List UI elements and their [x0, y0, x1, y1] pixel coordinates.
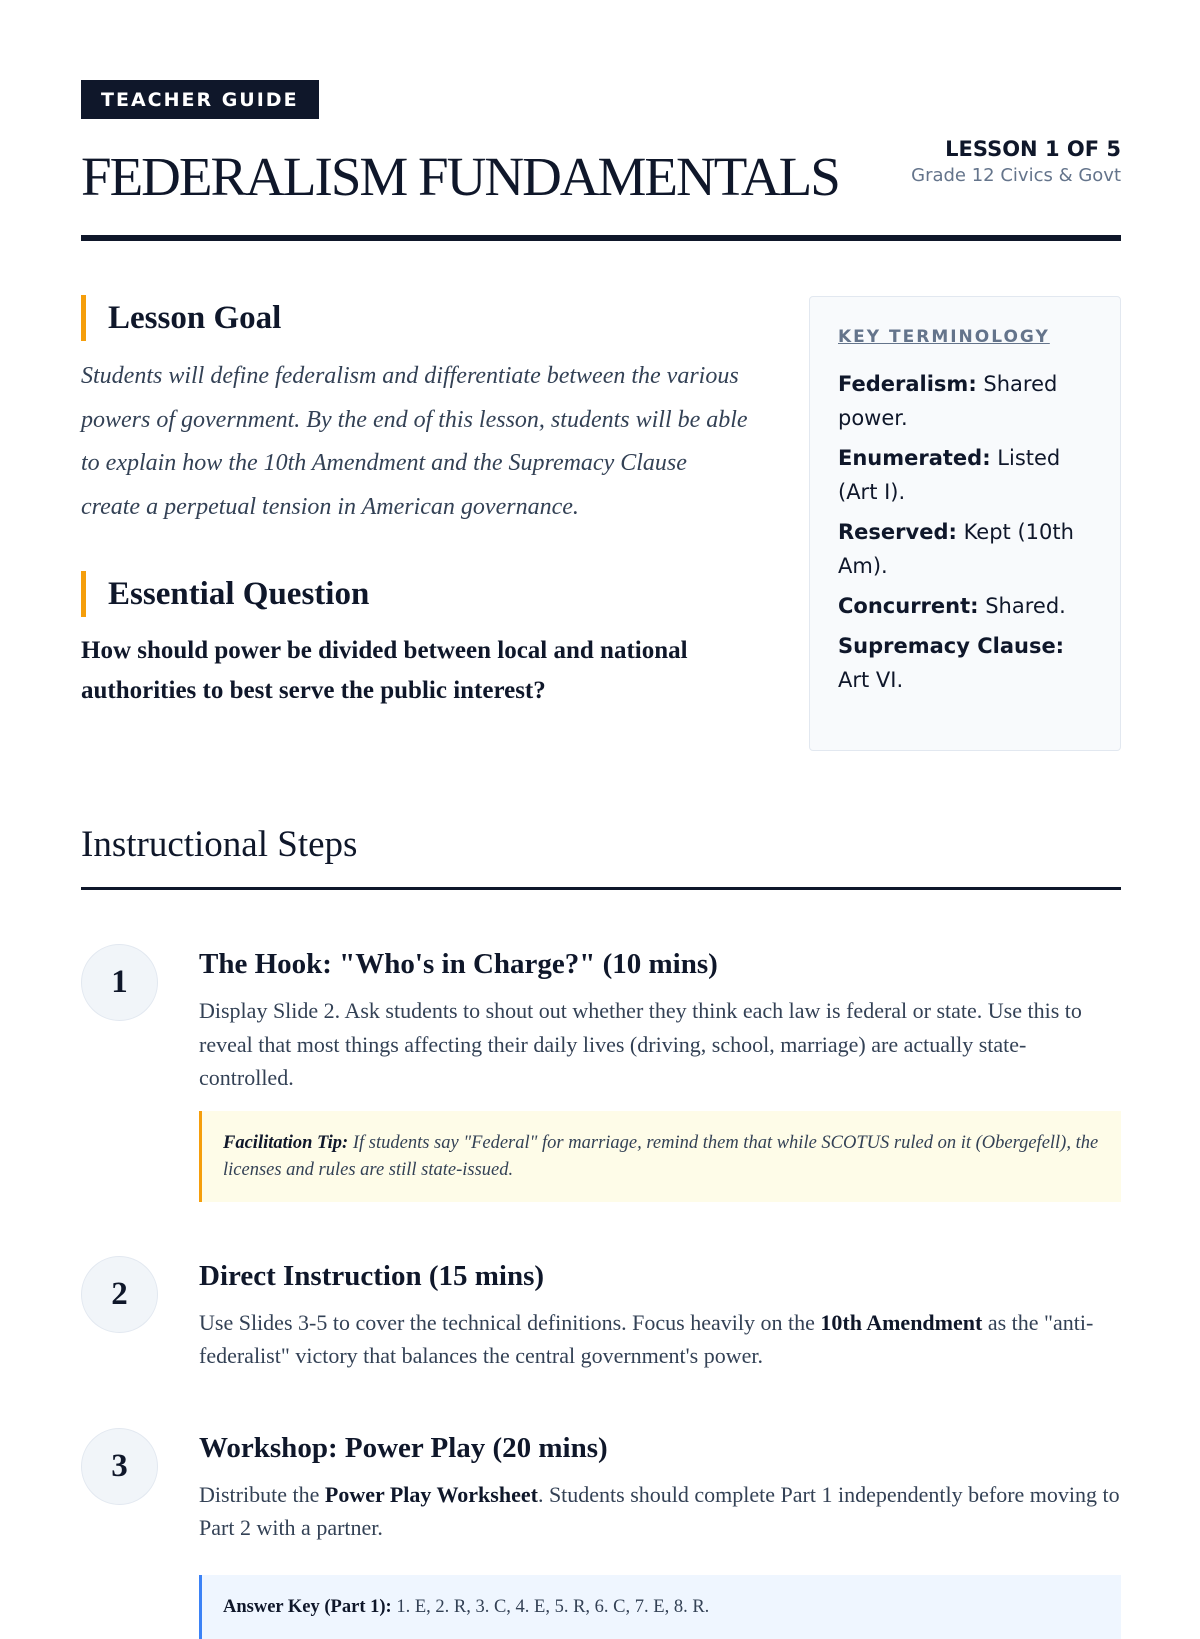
step-text-part: as the "anti-federalist" victory that balances the central government's power.	[199, 1309, 1094, 1368]
step-text-part: Use Slides 3-5 to cover the technical definitions. Focus heavily on the	[199, 1309, 821, 1335]
step-description: Display Slide 2. Ask students to shout out whether they think each law is federal or state. Use this to reveal that most things affecting their daily lives (driving, school, marriage) are actually state-controlled.	[199, 998, 1082, 1090]
step-title: Workshop: Power Play (20 mins)	[199, 1431, 608, 1464]
step-text-emphasis: Power Play Worksheet	[324, 1481, 538, 1507]
step-body	[199, 1428, 1121, 1639]
title-divider	[81, 235, 1121, 241]
step-number-badge: 1	[81, 944, 158, 1021]
term-label: Federalism:	[838, 372, 977, 396]
key-terminology-heading: KEY TERMINOLOGY	[838, 327, 1050, 347]
term-supremacy-clause	[838, 629, 1092, 697]
step-description	[199, 1306, 1121, 1373]
facilitation-tip	[199, 1111, 1121, 1202]
tip-label: Facilitation Tip:	[223, 1132, 349, 1153]
step-body	[199, 1256, 1121, 1373]
lesson-goal-heading: Lesson Goal	[81, 295, 751, 341]
term-label: Enumerated:	[838, 446, 991, 470]
term-definition: Shared.	[985, 594, 1066, 618]
key-terminology-box	[809, 296, 1121, 751]
step-text-part: Distribute the	[199, 1481, 325, 1507]
term-label: Supremacy Clause:	[838, 634, 1065, 658]
answer-key-box	[199, 1575, 1121, 1639]
lesson-meta	[911, 135, 1121, 209]
lesson-goal-text: Students will define federalism and differentiate between the various powers of government. By the end of this lesson, students will be able to explain how the 10th Amendment and the Supremacy Clause create a perpetual tension in American governance.	[81, 363, 748, 520]
step-body	[199, 944, 1121, 1202]
overview-section	[81, 295, 1121, 751]
lesson-number: LESSON 1 OF 5	[945, 137, 1121, 161]
step-title: The Hook: "Who's in Charge?" (10 mins)	[199, 948, 718, 980]
page-title: FEDERALISM FUNDAMENTALS	[81, 146, 839, 207]
teacher-guide-page	[81, 80, 1121, 1639]
steps-divider	[81, 887, 1121, 890]
answer-key-text: 1. E, 2. R, 3. C, 4. E, 5. R, 6. C, 7. E, 8. R.	[396, 1596, 710, 1617]
essential-question-heading: Essential Question	[81, 571, 751, 617]
step-title: Direct Instruction (15 mins)	[199, 1259, 545, 1292]
step-text-part: . Students should complete Part 1 independently before moving to Part 2 with a partner.	[199, 1481, 1120, 1540]
term-federalism	[838, 367, 1092, 435]
term-label: Concurrent:	[838, 594, 979, 618]
instructional-steps-heading: Instructional Steps	[81, 824, 358, 865]
term-definition: Kept (10th Am).	[838, 520, 1074, 578]
title-row	[81, 135, 1121, 209]
step-3	[81, 1428, 1121, 1639]
term-definition: Shared power.	[838, 372, 1058, 430]
step-description	[199, 1478, 1121, 1545]
teacher-guide-badge: TEACHER GUIDE	[81, 80, 319, 119]
step-1	[81, 944, 1121, 1202]
term-definition: Art VI.	[838, 668, 904, 692]
term-label: Reserved:	[838, 520, 957, 544]
step-number-badge: 2	[81, 1256, 158, 1333]
essential-question-text: How should power be divided between local and national authorities to best serve the public interest?	[81, 637, 688, 704]
term-enumerated	[838, 441, 1092, 509]
term-definition: Listed (Art I).	[838, 446, 1061, 504]
step-text-emphasis: 10th Amendment	[820, 1309, 983, 1335]
answer-key-label: Answer Key (Part 1):	[223, 1596, 392, 1617]
term-reserved	[838, 515, 1092, 583]
tip-text: If students say "Federal" for marriage, remind them that while SCOTUS ruled on it (Obergefell), the licenses and rules are still state-issued.	[223, 1132, 1099, 1180]
step-2	[81, 1256, 1121, 1373]
overview-left-column	[81, 295, 751, 751]
term-concurrent	[838, 589, 1092, 623]
lesson-grade: Grade 12 Civics & Govt	[911, 165, 1121, 186]
step-number-badge: 3	[81, 1428, 158, 1505]
